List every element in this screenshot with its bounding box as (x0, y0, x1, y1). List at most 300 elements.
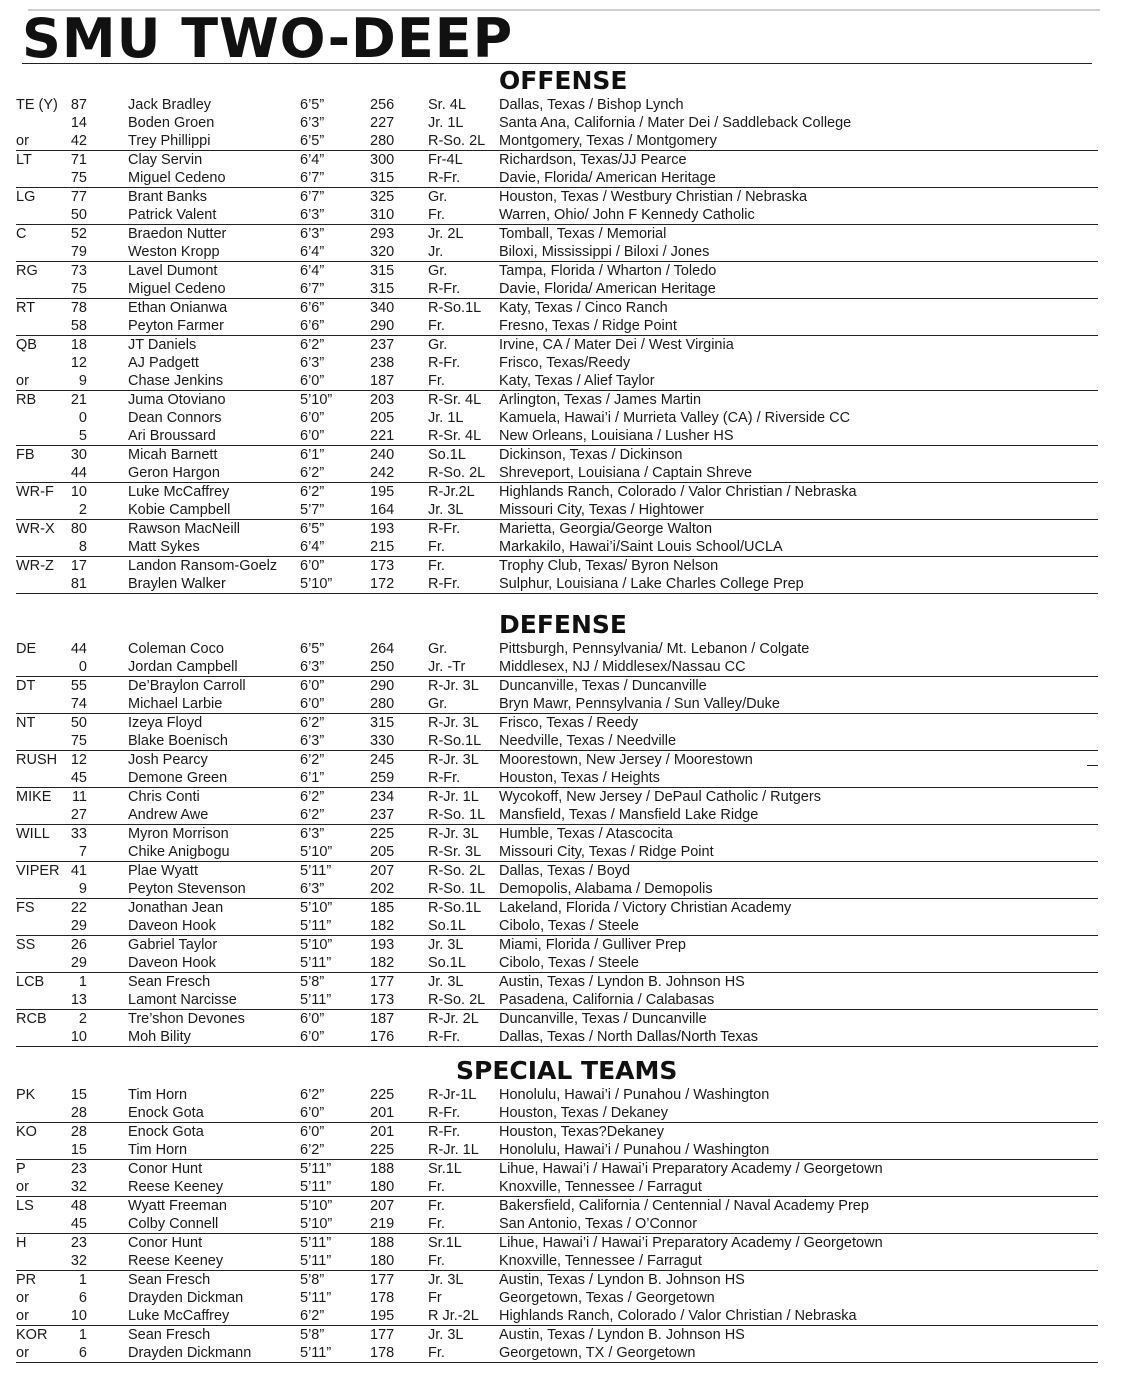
section-header-offense: OFFENSE (499, 66, 628, 95)
jersey-number: 80 (70, 521, 87, 537)
table-row (16, 169, 1098, 187)
player-height: 6’5” (300, 133, 325, 149)
player-height: 5’10” (300, 576, 333, 592)
jersey-number: 12 (70, 752, 87, 768)
player-name: Michael Larbie (128, 696, 223, 712)
player-class: Fr. (428, 1198, 445, 1214)
jersey-number: 12 (70, 355, 87, 371)
player-hometown: Houston, Texas / Heights (499, 770, 660, 786)
player-height: 6’2” (300, 1087, 325, 1103)
table-row (16, 1028, 1098, 1046)
table-row (16, 732, 1098, 750)
player-name: Sean Fresch (128, 974, 211, 990)
player-height: 6’3” (300, 115, 325, 131)
player-hometown: Bakersfield, California / Centennial / Naval Academy Prep (499, 1198, 869, 1214)
jersey-number: 15 (70, 1087, 87, 1103)
table-row (16, 936, 1098, 954)
player-name: Drayden Dickmann (128, 1345, 252, 1361)
player-height: 6’3” (300, 226, 325, 242)
player-weight: 264 (370, 641, 395, 657)
jersey-number: 23 (70, 1161, 87, 1177)
position-group (16, 1197, 1098, 1234)
player-hometown: Demopolis, Alabama / Demopolis (499, 881, 713, 897)
player-weight: 310 (370, 207, 395, 223)
table-row (16, 317, 1098, 335)
jersey-number: 5 (78, 428, 87, 444)
player-weight: 164 (370, 502, 395, 518)
player-hometown: Davie, Florida/ American Heritage (499, 170, 716, 186)
jersey-number: 75 (70, 281, 87, 297)
jersey-number: 32 (70, 1179, 87, 1195)
player-name: Coleman Coco (128, 641, 224, 657)
position-label: or (16, 373, 29, 389)
jersey-number: 1 (78, 1272, 87, 1288)
table-row (16, 917, 1098, 935)
table-row (16, 151, 1098, 169)
player-name: Tre’shon Devones (128, 1011, 245, 1027)
jersey-number: 78 (70, 300, 87, 316)
player-weight: 188 (370, 1235, 395, 1251)
player-class: Gr. (428, 263, 448, 279)
position-label: MIKE (16, 789, 52, 805)
position-label: LS (16, 1198, 34, 1214)
player-hometown: Trophy Club, Texas/ Byron Nelson (499, 558, 719, 574)
position-group (16, 336, 1098, 391)
jersey-number: 22 (70, 900, 87, 916)
player-name: Colby Connell (128, 1216, 219, 1232)
jersey-number: 23 (70, 1235, 87, 1251)
player-name: Sean Fresch (128, 1327, 211, 1343)
jersey-number: 28 (70, 1105, 87, 1121)
player-class: R-So.1L (428, 900, 482, 916)
table-row (16, 280, 1098, 298)
table-row (16, 1326, 1098, 1344)
offense-depth-chart (16, 96, 1098, 594)
position-label: VIPER (16, 863, 60, 879)
player-weight: 215 (370, 539, 395, 555)
jersey-number: 77 (70, 189, 87, 205)
player-weight: 225 (370, 1142, 395, 1158)
player-name: Blake Boenisch (128, 733, 228, 749)
table-row (16, 391, 1098, 409)
player-weight: 177 (370, 1272, 395, 1288)
jersey-number: 28 (70, 1124, 87, 1140)
player-height: 6’0” (300, 410, 325, 426)
player-class: R-Jr. 2L (428, 1011, 479, 1027)
player-weight: 293 (370, 226, 395, 242)
table-row (16, 96, 1098, 114)
position-label: PK (16, 1087, 36, 1103)
player-class: Fr. (428, 1253, 445, 1269)
position-label: DE (16, 641, 37, 657)
player-class: R-So. 1L (428, 881, 486, 897)
position-label: or (16, 1308, 29, 1324)
position-label: DT (16, 678, 36, 694)
player-height: 6’3” (300, 881, 325, 897)
position-label: or (16, 133, 29, 149)
player-hometown: Irvine, CA / Mater Dei / West Virginia (499, 337, 734, 353)
defense-depth-chart (16, 640, 1098, 1047)
player-height: 6’7” (300, 170, 325, 186)
player-class: R-Fr. (428, 1105, 461, 1121)
table-row (16, 954, 1098, 972)
player-class: So.1L (428, 955, 466, 971)
position-group (16, 1086, 1098, 1123)
player-name: Miguel Cedeno (128, 281, 226, 297)
jersey-number: 52 (70, 226, 87, 242)
player-height: 6’1” (300, 447, 325, 463)
player-height: 6’3” (300, 207, 325, 223)
jersey-number: 15 (70, 1142, 87, 1158)
jersey-number: 27 (70, 807, 87, 823)
player-name: Plae Wyatt (128, 863, 198, 879)
player-weight: 256 (370, 97, 395, 113)
player-hometown: Humble, Texas / Atascocita (499, 826, 673, 842)
player-hometown: Arlington, Texas / James Martin (499, 392, 702, 408)
position-label: H (16, 1235, 27, 1251)
player-name: Trey Phillippi (128, 133, 211, 149)
player-class: Fr. (428, 558, 445, 574)
player-name: Clay Servin (128, 152, 203, 168)
player-weight: 178 (370, 1290, 395, 1306)
player-weight: 315 (370, 715, 395, 731)
player-height: 6’3” (300, 659, 325, 675)
player-weight: 290 (370, 318, 395, 334)
player-name: Lavel Dumont (128, 263, 218, 279)
player-height: 6’3” (300, 826, 325, 842)
player-height: 6’2” (300, 752, 325, 768)
player-name: Rawson MacNeill (128, 521, 241, 537)
player-weight: 242 (370, 465, 395, 481)
player-weight: 320 (370, 244, 395, 260)
player-name: Micah Barnett (128, 447, 218, 463)
player-name: Enock Gota (128, 1105, 204, 1121)
table-row (16, 1141, 1098, 1159)
section-header-defense: DEFENSE (499, 610, 627, 639)
position-group (16, 520, 1098, 557)
player-name: Wyatt Freeman (128, 1198, 227, 1214)
player-class: Jr. 3L (428, 1327, 464, 1343)
position-label: RG (16, 263, 38, 279)
player-name: Landon Ransom-Goelz (128, 558, 278, 574)
player-class: Fr. (428, 539, 445, 555)
position-group (16, 825, 1098, 862)
table-row (16, 880, 1098, 898)
jersey-number: 13 (70, 992, 87, 1008)
player-class: R-Jr.2L (428, 484, 475, 500)
player-hometown: Knoxville, Tennessee / Farragut (499, 1179, 702, 1195)
player-name: Luke McCaffrey (128, 484, 230, 500)
player-class: R-Jr-1L (428, 1087, 477, 1103)
position-group (16, 1271, 1098, 1326)
player-weight: 176 (370, 1029, 395, 1045)
table-row (16, 132, 1098, 150)
jersey-number: 50 (70, 207, 87, 223)
player-class: Gr. (428, 696, 448, 712)
player-name: Juma Otoviano (128, 392, 226, 408)
player-height: 6’5” (300, 97, 325, 113)
player-height: 6’3” (300, 733, 325, 749)
player-height: 5’10” (300, 844, 333, 860)
position-label: FS (16, 900, 35, 916)
player-weight: 225 (370, 1087, 395, 1103)
player-hometown: Marietta, Georgia/George Walton (499, 521, 713, 537)
jersey-number: 79 (70, 244, 87, 260)
player-class: R-Fr. (428, 521, 461, 537)
position-group (16, 862, 1098, 899)
jersey-number: 1 (78, 974, 87, 990)
player-class: R-Fr. (428, 576, 461, 592)
player-hometown: Houston, Texas?Dekaney (499, 1124, 664, 1140)
player-weight: 250 (370, 659, 395, 675)
player-hometown: Missouri City, Texas / Ridge Point (499, 844, 714, 860)
position-group (16, 262, 1098, 299)
player-name: Chike Anigbogu (128, 844, 230, 860)
player-class: R-So.1L (428, 733, 482, 749)
player-class: Sr. 4L (428, 97, 466, 113)
player-height: 6’2” (300, 1308, 325, 1324)
player-hometown: Austin, Texas / Lyndon B. Johnson HS (499, 1327, 745, 1343)
table-row (16, 825, 1098, 843)
player-class: Jr. 3L (428, 1272, 464, 1288)
jersey-number: 87 (70, 97, 87, 113)
player-height: 5’8” (300, 974, 325, 990)
position-group (16, 299, 1098, 336)
player-weight: 188 (370, 1161, 395, 1177)
player-hometown: Duncanville, Texas / Duncanville (499, 678, 707, 694)
jersey-number: 9 (78, 881, 87, 897)
player-class: Jr. 1L (428, 410, 464, 426)
position-label: SS (16, 937, 36, 953)
jersey-number: 6 (78, 1290, 87, 1306)
table-row (16, 114, 1098, 132)
player-weight: 330 (370, 733, 395, 749)
jersey-number: 41 (70, 863, 87, 879)
player-name: Luke McCaffrey (128, 1308, 230, 1324)
player-weight: 201 (370, 1124, 395, 1140)
player-name: Boden Groen (128, 115, 215, 131)
player-weight: 187 (370, 1011, 395, 1027)
jersey-number: 58 (70, 318, 87, 334)
player-height: 6’2” (300, 807, 325, 823)
position-label: RB (16, 392, 37, 408)
position-group (16, 96, 1098, 151)
jersey-number: 10 (70, 484, 87, 500)
position-label: LG (16, 189, 36, 205)
position-label: WR-X (16, 521, 55, 537)
position-group (16, 973, 1098, 1010)
player-name: Ari Broussard (128, 428, 216, 444)
player-name: Conor Hunt (128, 1161, 203, 1177)
player-hometown: Bryn Mawr, Pennsylvania / Sun Valley/Duke (499, 696, 781, 712)
position-label: RCB (16, 1011, 47, 1027)
table-row (16, 899, 1098, 917)
player-weight: 245 (370, 752, 395, 768)
player-class: R-Jr. 3L (428, 752, 479, 768)
player-name: Chase Jenkins (128, 373, 224, 389)
position-label: RUSH (16, 752, 58, 768)
player-hometown: Sulphur, Louisiana / Lake Charles College Prep (499, 576, 804, 592)
player-height: 5’11” (300, 992, 332, 1008)
position-group (16, 899, 1098, 936)
player-hometown: San Antonio, Texas / O’Connor (499, 1216, 698, 1232)
player-height: 5’11” (300, 1290, 332, 1306)
position-group (16, 1326, 1098, 1363)
player-weight: 203 (370, 392, 395, 408)
player-height: 6’2” (300, 1142, 325, 1158)
player-height: 6’4” (300, 539, 325, 555)
position-label: FB (16, 447, 35, 463)
player-weight: 315 (370, 263, 395, 279)
jersey-number: 50 (70, 715, 87, 731)
table-row (16, 1123, 1098, 1141)
player-weight: 219 (370, 1216, 395, 1232)
player-class: Sr.1L (428, 1161, 462, 1177)
player-name: Enock Gota (128, 1124, 204, 1140)
jersey-number: 18 (70, 337, 87, 353)
player-height: 6’0” (300, 1124, 325, 1140)
player-hometown: Dickinson, Texas / Dickinson (499, 447, 683, 463)
player-hometown: Dallas, Texas / Boyd (499, 863, 631, 879)
table-row (16, 1344, 1098, 1362)
table-row (16, 501, 1098, 519)
player-hometown: Katy, Texas / Alief Taylor (499, 373, 655, 389)
stray-dash-mark (1087, 765, 1098, 766)
player-weight: 237 (370, 807, 395, 823)
player-height: 6’3” (300, 355, 325, 371)
table-row (16, 677, 1098, 695)
player-weight: 172 (370, 576, 395, 592)
player-weight: 205 (370, 410, 395, 426)
player-name: Ethan Onianwa (128, 300, 228, 316)
player-height: 6’0” (300, 1105, 325, 1121)
player-class: R-Sr. 4L (428, 392, 482, 408)
table-row (16, 714, 1098, 732)
player-hometown: Frisco, Texas / Reedy (499, 715, 639, 731)
player-class: R-Jr. 3L (428, 826, 479, 842)
player-hometown: Georgetown, Texas / Georgetown (499, 1290, 715, 1306)
player-weight: 195 (370, 1308, 395, 1324)
position-label: NT (16, 715, 36, 731)
table-row (16, 464, 1098, 482)
player-hometown: Mansfield, Texas / Mansfield Lake Ridge (499, 807, 759, 823)
player-hometown: Kamuela, Hawai’i / Murrieta Valley (CA) / Riverside CC (499, 410, 851, 426)
player-name: Peyton Farmer (128, 318, 224, 334)
player-class: R-Fr. (428, 1029, 461, 1045)
position-group (16, 751, 1098, 788)
defense-section (16, 610, 1098, 1047)
table-row (16, 843, 1098, 861)
player-class: Jr. 3L (428, 974, 464, 990)
player-class: R-Sr. 4L (428, 428, 482, 444)
player-class: R-Fr. (428, 281, 461, 297)
jersey-number: 0 (78, 410, 87, 426)
position-group (16, 936, 1098, 973)
jersey-number: 32 (70, 1253, 87, 1269)
player-weight: 280 (370, 133, 395, 149)
jersey-number: 29 (70, 918, 87, 934)
player-name: AJ Padgett (128, 355, 199, 371)
player-height: 6’4” (300, 263, 325, 279)
table-row (16, 520, 1098, 538)
player-weight: 177 (370, 1327, 395, 1343)
player-hometown: Santa Ana, California / Mater Dei / Saddleback College (499, 115, 852, 131)
player-weight: 234 (370, 789, 395, 805)
player-height: 6’7” (300, 189, 325, 205)
jersey-number: 29 (70, 955, 87, 971)
position-group (16, 557, 1098, 594)
offense-section (16, 66, 1098, 594)
table-row (16, 806, 1098, 824)
player-weight: 300 (370, 152, 395, 168)
player-hometown: Houston, Texas / Dekaney (499, 1105, 668, 1121)
player-name: Peyton Stevenson (128, 881, 246, 897)
player-hometown: Honolulu, Hawai’i / Punahou / Washington (499, 1087, 770, 1103)
player-weight: 207 (370, 863, 395, 879)
player-height: 6’5” (300, 641, 325, 657)
player-hometown: Honolulu, Hawai’i / Punahou / Washington (499, 1142, 770, 1158)
player-weight: 185 (370, 900, 395, 916)
position-label: KO (16, 1124, 37, 1140)
player-height: 6’0” (300, 428, 325, 444)
player-weight: 227 (370, 115, 395, 131)
player-height: 5’11” (300, 1253, 332, 1269)
player-name: Drayden Dickman (128, 1290, 244, 1306)
player-weight: 178 (370, 1345, 395, 1361)
player-weight: 193 (370, 521, 395, 537)
player-weight: 207 (370, 1198, 395, 1214)
table-row (16, 1104, 1098, 1122)
table-row (16, 862, 1098, 880)
position-label: P (16, 1161, 26, 1177)
player-height: 5’10” (300, 392, 333, 408)
player-name: Weston Kropp (128, 244, 220, 260)
player-height: 5’11” (300, 1345, 332, 1361)
table-row (16, 1086, 1098, 1104)
table-row (16, 243, 1098, 261)
position-group (16, 483, 1098, 520)
player-hometown: Duncanville, Texas / Duncanville (499, 1011, 707, 1027)
jersey-number: 2 (78, 502, 87, 518)
player-class: So.1L (428, 447, 466, 463)
table-row (16, 658, 1098, 676)
player-height: 5’10” (300, 1198, 333, 1214)
jersey-number: 81 (70, 576, 87, 592)
player-hometown: Moorestown, New Jersey / Moorestown (499, 752, 753, 768)
player-name: Tim Horn (128, 1087, 188, 1103)
player-class: Fr. (428, 373, 445, 389)
player-name: Gabriel Taylor (128, 937, 218, 953)
player-class: R-Jr. 1L (428, 789, 479, 805)
jersey-number: 74 (70, 696, 87, 712)
player-class: Fr. (428, 1179, 445, 1195)
player-weight: 237 (370, 337, 395, 353)
player-hometown: Houston, Texas / Westbury Christian / Nebraska (499, 189, 808, 205)
jersey-number: 21 (70, 392, 87, 408)
table-row (16, 336, 1098, 354)
table-row (16, 206, 1098, 224)
player-hometown: Frisco, Texas/Reedy (499, 355, 631, 371)
jersey-number: 44 (70, 641, 87, 657)
player-weight: 180 (370, 1253, 395, 1269)
player-hometown: Tampa, Florida / Wharton / Toledo (499, 263, 717, 279)
player-hometown: Lihue, Hawai’i / Hawai’i Preparatory Academy / Georgetown (499, 1161, 883, 1177)
player-hometown: Wycokoff, New Jersey / DePaul Catholic / Rutgers (499, 789, 821, 805)
position-label: RT (16, 300, 36, 316)
position-group (16, 788, 1098, 825)
jersey-number: 26 (70, 937, 87, 953)
player-weight: 259 (370, 770, 395, 786)
